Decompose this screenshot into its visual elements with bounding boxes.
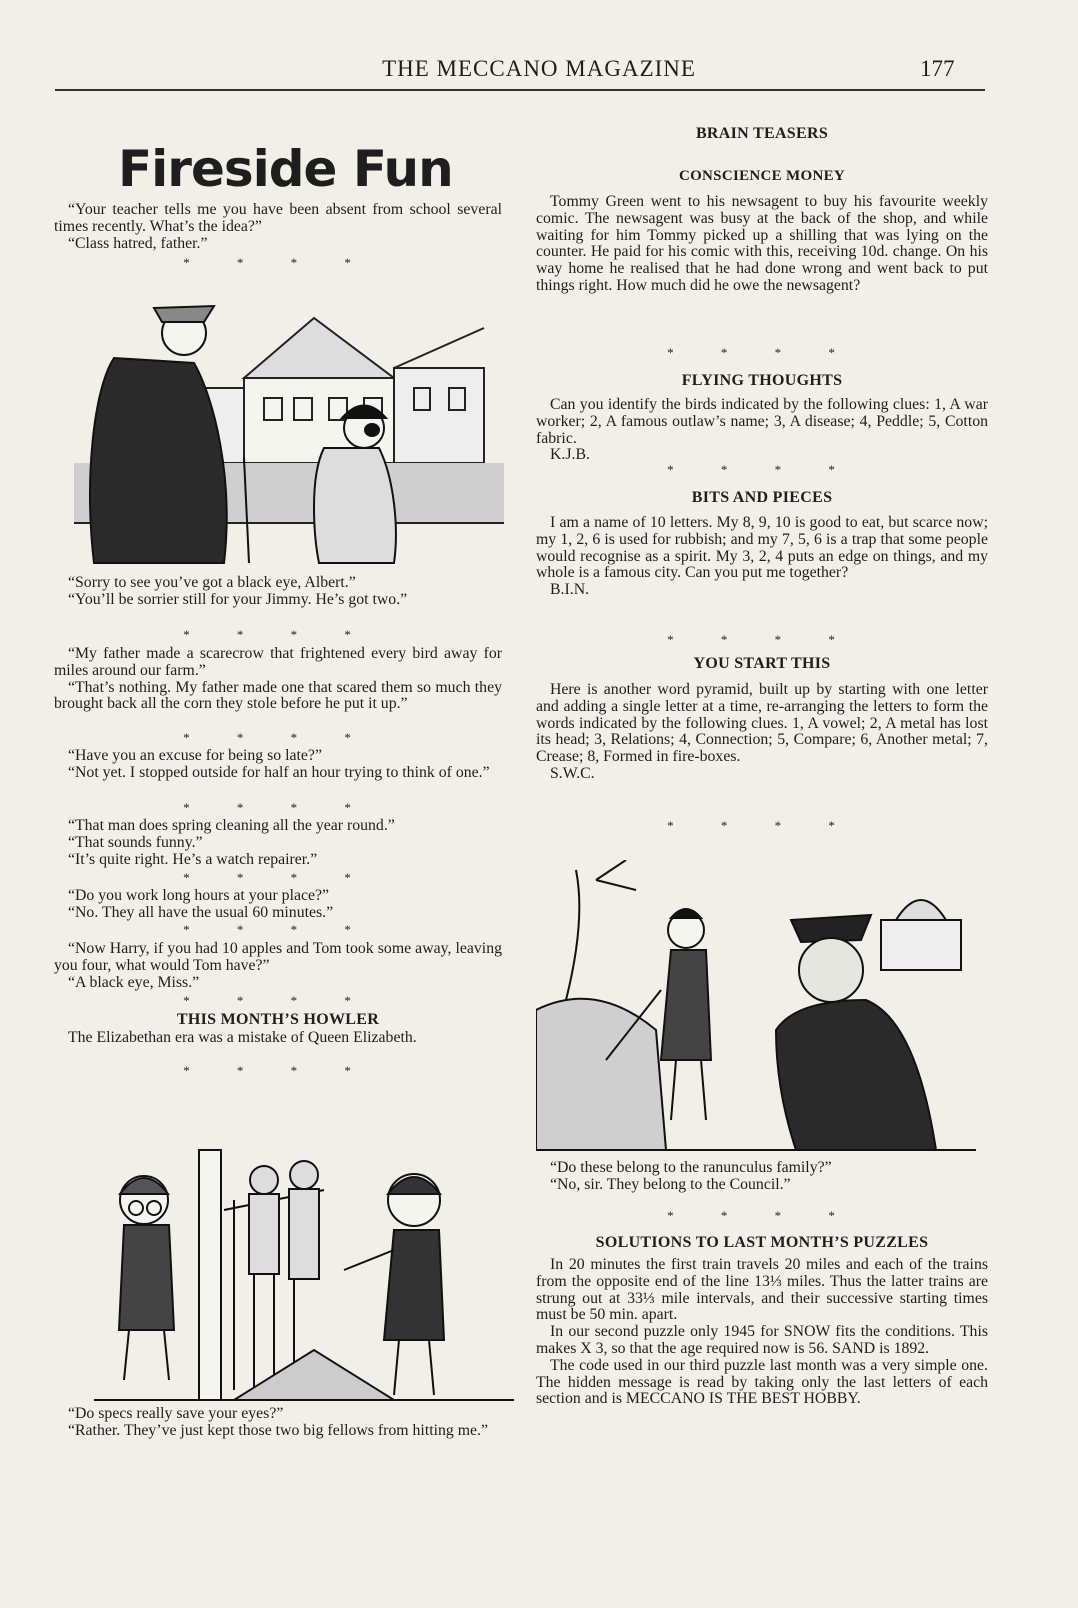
signature: K.J.B.: [550, 446, 590, 464]
section-stars: * * * *: [667, 632, 857, 647]
signature: S.W.C.: [550, 764, 595, 782]
section-stars: * * * *: [183, 993, 373, 1008]
joke-line: “Now Harry, if you had 10 apples and Tom took some away, leaving you four, what would Tom have?”: [54, 940, 502, 974]
signature: B.I.N.: [550, 581, 590, 599]
section-stars: * * * *: [183, 1063, 373, 1078]
joke-line: “My father made a scarecrow that frightened every bird away for miles around our farm.”: [54, 645, 502, 679]
joke-line: “No. They all have the usual 60 minutes.”: [68, 903, 334, 921]
page-title: Fireside Fun: [118, 140, 453, 198]
section-stars: * * * *: [183, 800, 373, 815]
howler-heading: THIS MONTH’S HOWLER: [176, 1011, 380, 1028]
section-stars: * * * *: [667, 462, 857, 477]
caption-line: “Do these belong to the ranunculus family?”: [550, 1159, 832, 1176]
howler-text: The Elizabethan era was a mistake of Queen Elizabeth.: [68, 1029, 417, 1046]
flying-thoughts-heading: FLYING THOUGHTS: [681, 372, 843, 389]
section-stars: * * * *: [667, 345, 857, 360]
joke-line: “Not yet. I stopped outside for half an hour trying to think of one.”: [68, 763, 490, 781]
conscience-money-block: [536, 194, 988, 295]
joke-black-eye: [54, 575, 502, 609]
header-rule: [55, 89, 985, 91]
cartoon-specs: [94, 1090, 514, 1440]
joke-line: “That man does spring cleaning all the year round.”: [68, 817, 395, 834]
joke-line: “That’s nothing. My father made one that scared them so much they brought back all the corn they stole before he put it up.”: [54, 678, 502, 713]
bits-and-pieces-block: [536, 515, 988, 599]
cartoon-black-eye: [74, 278, 504, 568]
joke-class-hatred: [54, 202, 502, 252]
joke-line: “That sounds funny.”: [68, 833, 203, 851]
solutions-block: [536, 1257, 988, 1408]
section-stars: * * * *: [667, 1208, 857, 1223]
conscience-money-heading: CONSCIENCE MONEY: [678, 168, 846, 184]
solution-text: In 20 minutes the first train travels 20 miles and each of the trains from the opposite end of the line 13⅓ miles. Thus the latter trains are strung out at 33⅓ mile intervals, and their successive starting times must be 50 min. apart.: [536, 1256, 988, 1324]
joke-line: “Do specs really save your eyes?”: [68, 1405, 284, 1422]
flying-thoughts-text: Can you identify the birds indicated by the following clues: 1, A war worker; 2, A famous outlaw’s name; 3, A disease; 4, Peddle; 5, Cotton fabric.: [536, 396, 988, 447]
joke-line: “Do you work long hours at your place?”: [68, 887, 330, 904]
page-number: 177: [920, 56, 955, 81]
caption-line: “No, sir. They belong to the Council.”: [550, 1175, 791, 1193]
solution-text: The code used in our third puzzle last month was a very simple one. The hidden message is read by taking only the last letters of each section and is MECCANO IS THE BEST HOBBY.: [536, 1356, 988, 1408]
flying-thoughts-block: [536, 397, 988, 464]
you-start-this-text: Here is another word pyramid, built up by starting with one letter and adding a single letter at a time, re-arranging the letters to form the words indicated by the following clues. 1, A vowel; 2, A metal has lost its head; 3, Relations; 4, Connection; 5, Compare; 6, Another metal; 7, Crease; 8, Formed in fire-boxes.: [536, 681, 988, 766]
section-stars: * * * *: [183, 255, 373, 270]
joke-line: “Sorry to see you’ve got a black eye, Albert.”: [68, 574, 356, 591]
brain-teasers-heading: BRAIN TEASERS: [695, 125, 829, 142]
you-start-this-block: [536, 682, 988, 783]
magazine-title: THE MECCANO MAGAZINE: [382, 56, 696, 81]
joke-line: “Rather. They’ve just kept those two big fellows from hitting me.”: [68, 1421, 488, 1439]
joke-line: “Class hatred, father.”: [68, 234, 208, 252]
ranunculus-caption: [536, 1160, 988, 1194]
solution-text: In our second puzzle only 1945 for SNOW fits the conditions. This makes X 3, so that the age required now is 56. SAND is 1892.: [536, 1323, 988, 1357]
joke-long-hours: [54, 888, 502, 922]
section-stars: * * * *: [183, 730, 373, 745]
section-stars: * * * *: [183, 870, 373, 885]
joke-excuse: [54, 748, 502, 782]
section-stars: * * * *: [183, 922, 373, 937]
you-start-this-heading: YOU START THIS: [693, 655, 831, 672]
section-stars: * * * *: [667, 818, 857, 833]
joke-apples: [54, 941, 502, 991]
howler-text-block: [54, 1030, 502, 1047]
joke-scarecrow: [54, 646, 502, 713]
joke-line: “Your teacher tells me you have been absent from school several times recently. What’s the idea?”: [54, 201, 502, 235]
joke-line: “Have you an excuse for being so late?”: [68, 747, 322, 764]
joke-line: “It’s quite right. He’s a watch repairer.”: [68, 850, 318, 868]
joke-watch-repairer: [54, 818, 502, 868]
section-stars: * * * *: [183, 627, 373, 642]
bits-and-pieces-heading: BITS AND PIECES: [691, 489, 833, 506]
bits-and-pieces-text: I am a name of 10 letters. My 8, 9, 10 is good to eat, but scarce now; my 1, 2, 6 is used for rubbish; and my 7, 5, 6 is a trap that some people would recognise as a spirit. My 3, 2, 4 puts an edge on things, and my whole is a famous city. Can you put me together?: [536, 514, 988, 582]
conscience-money-text: Tommy Green went to his newsagent to buy his favourite weekly comic. The newsagent was busy at the back of the shop, and while waiting for him Tommy picked up a shilling that was lying on the counter. He paid for his comic with this, receiving 10d. change. On his way home he realised that he had done wrong and went back to put things right. How much did he owe the newsagent?: [536, 193, 988, 294]
joke-line: “A black eye, Miss.”: [68, 973, 200, 991]
joke-line: “You’ll be sorrier still for your Jimmy. He’s got two.”: [68, 590, 408, 608]
joke-specs: [54, 1406, 502, 1440]
solutions-heading: SOLUTIONS TO LAST MONTH’S PUZZLES: [595, 1234, 929, 1251]
cartoon-ranunculus: [536, 860, 976, 1160]
